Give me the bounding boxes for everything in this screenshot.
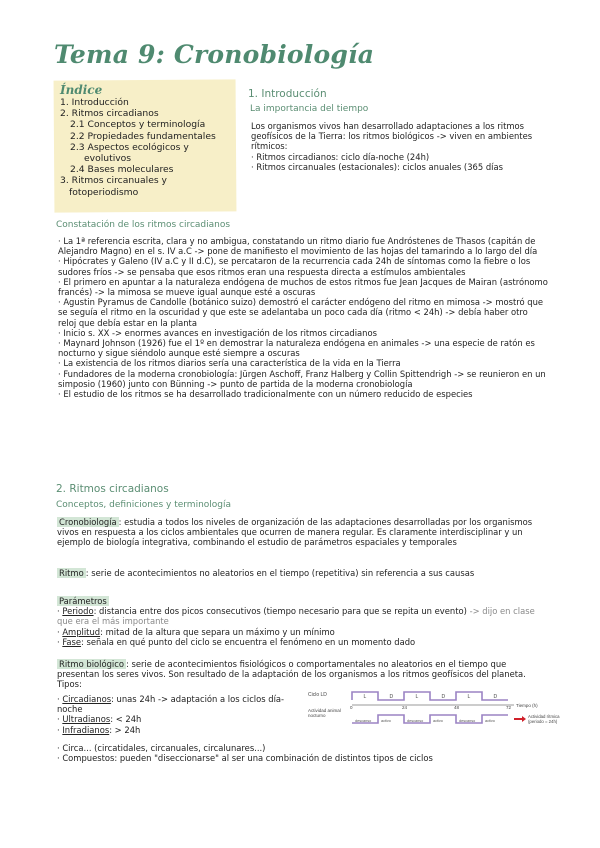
ritmo-bio-definition [57, 659, 547, 690]
ld-label: L [467, 694, 471, 700]
index-item: fotoperiodismo [69, 186, 139, 198]
tipo-text: Compuestos: pueden "diseccionarse" al ser una combinación de distintos tipos de ciclos [62, 753, 433, 764]
tipos-block-2 [57, 743, 547, 763]
time-tick-label: 72 [506, 705, 512, 710]
parametros-heading: Parámetros [59, 596, 107, 606]
parametro-text: : distancia entre dos picos consecutivos (tiempo necesario para que se repita un evento) [93, 606, 467, 617]
ritmica-label: Actividad rítmica [528, 714, 560, 719]
ciclo-ld-label: Ciclo LD [308, 692, 327, 698]
ld-label: D [389, 694, 394, 700]
tipo-term: Ultradianos [62, 714, 111, 725]
page-title: Tema 9: Cronobiología [54, 40, 375, 69]
tipos-list-continued [57, 743, 547, 763]
tiempo-label: Tiempo (h) [516, 703, 538, 708]
index-item: evolutivos [84, 153, 132, 165]
tipo-item: · Compuestos: pueden "diseccionarse" al ser una combinación de distintos tipos de ciclos [57, 753, 433, 764]
index-item: 1. Introducción [60, 97, 129, 108]
tipo-text: : < 24h [110, 714, 142, 725]
intro-bullet: · Ritmos circadianos: ciclo día-noche (24h) [251, 151, 430, 162]
arrow-head-icon [522, 716, 526, 722]
constatacion-bullet: · Fundadores de la moderna cronobiología: Jürgen Aschoff, Franz Halberg y Collin Spittendrigh -> se reunieron en un simposio (1960) junto con Bünning -> punto de partida de la moderna cronobiología [58, 368, 546, 389]
ld-cycle-wave [352, 692, 508, 700]
circadianos-heading: 2. Ritmos circadianos [56, 483, 169, 495]
intro-bullet: · Ritmos circanuales (estacionales): ciclos anuales (365 días [251, 161, 503, 172]
ritmo-text: : serie de acontecimientos no aleatorios en el tiempo (repetitiva) sin referencia a sus causas [85, 568, 475, 578]
parametro-text: : mitad de la altura que separa un máximo y un mínimo [100, 626, 335, 637]
intro-subheading: La importancia del tiempo [250, 104, 369, 114]
crono-text: : estudia a todos los niveles de organización de las adaptaciones desarrolladas por los organismos vivos en respuesta a los ciclos ambientales que ocurren de manera regular. Es claramente interdisciplinar y un ejemplo de biología integrativa, combinando el estudio de parámetros espaciales y temporales [57, 517, 533, 548]
crono-term: Cronobiología [59, 517, 117, 527]
ld-label: L [415, 694, 419, 700]
intro-paragraph: Los organismos vivos han desarrollado adaptaciones a los ritmos geofísicos de la Tierra: los ritmos biológicos -> viven en ambientes rítmicos: [251, 121, 533, 152]
time-tick-label: 48 [454, 705, 460, 710]
time-tick-label: 24 [402, 705, 408, 710]
tipos-block [57, 694, 302, 735]
index-item: 3. Ritmos circanuales y [60, 175, 167, 187]
tipo-text: : unas 24h -> adaptación a los ciclos día-noche [57, 694, 285, 715]
tipos-list [57, 694, 302, 735]
parametro-term: Amplitud [62, 626, 101, 637]
constatacion-bullet: · El estudio de los ritmos se ha desarrollado tradicionalmente con un número reducido de especies [58, 389, 473, 400]
index-heading: Índice [60, 83, 103, 97]
tipo-term: Infradianos [62, 724, 110, 735]
circadian-activity-diagram [302, 687, 560, 743]
tipo-text: Circa... (circatidales, circanuales, circalunares...) [62, 743, 266, 753]
actividad-label: Actividad animal [308, 708, 341, 713]
constatacion-bullet: · Hipócrates y Galeno (IV a.C y II d.C), se percataron de la recurrencia cada 24h de síntomas como la fiebre o los sudores fríos -> se pensaba que esos ritmos eran una respuesta directa a estímulos ambientales [58, 256, 531, 277]
tipo-item: · Circa... (circatidales, circanuales, circalunares...) [57, 743, 266, 753]
index-list [60, 97, 240, 198]
constatacion-bullet: · El primero en apuntar a la naturaleza endógena de muchos de estos ritmos fue Jean Jacques de Mairan (astrónomo francés) -> la mimosa se mueve igual aunque esté a oscuras [58, 276, 548, 298]
activity-block-label: activo [433, 719, 443, 723]
ritmo-term: Ritmo [59, 568, 84, 578]
actividad-label-2: nocturno [308, 713, 326, 718]
constatacion-bullet: · La 1ª referencia escrita, clara y no ambigua, constatando un ritmo diario fue Andróstenes de Thasos (capitán de Alejandro Magno) en el s. IV a.C -> pone de manifiesto el movimiento de las hojas del tamarindo a lo largo del día [58, 236, 538, 257]
tipo-item: · Infradianos: > 24h [57, 724, 141, 735]
tipo-text: : > 24h [109, 724, 141, 735]
intro-bullets [251, 152, 551, 172]
parametros-block [57, 596, 547, 647]
tipo-item: · Ultradianos: < 24h [57, 714, 142, 725]
intro-heading: 1. Introducción [248, 88, 327, 100]
index-item: 2.1 Conceptos y terminología [70, 119, 206, 131]
parametro-term: Fase [62, 636, 82, 647]
activity-block-label: descanso [459, 719, 476, 723]
circadianos-subheading: Conceptos, definiciones y terminología [56, 500, 232, 510]
activity-block-label: descanso [407, 719, 424, 723]
activity-block-label: activo [381, 719, 391, 723]
parametro-text: : señala en qué punto del ciclo se encuentra el fenómeno en un momento dado [81, 636, 416, 647]
constatacion-bullets [58, 236, 548, 399]
ritmo-bio-term: Ritmo biológico [59, 659, 124, 669]
parametros-list [57, 606, 547, 647]
activity-block-label: descanso [355, 719, 372, 723]
tipo-term: Circadianos [62, 694, 112, 704]
index-item: 2.4 Bases moleculares [70, 164, 174, 176]
intro-text-block [251, 121, 551, 172]
index-item: 2.3 Aspectos ecológicos y [70, 141, 189, 153]
ld-label: D [493, 694, 498, 700]
constatacion-bullet: · Maynard Johnson (1926) fue el 1º en demostrar la naturaleza endógena en animales -> una especie de ratón es nocturno y sigue siéndolo aunque esté siempre a oscuras [58, 338, 535, 359]
parametro-note: -> dijo en clase que era el más importante [57, 606, 535, 627]
constatacion-bullet: · La existencia de los ritmos diarios sería una característica de la vida en la Tierra [58, 358, 401, 369]
ld-label: D [441, 694, 446, 700]
ld-label: L [363, 694, 367, 700]
index-item: 2.2 Propiedades fundamentales [70, 130, 216, 142]
ritmo-definition [57, 568, 537, 578]
ritmica-label-2: (periodo = 24h) [528, 719, 558, 724]
time-tick-label: 0 [350, 705, 353, 710]
parametro-item: · Periodo: distancia entre dos picos consecutivos (tiempo necesario para que se repita un evento) -> dijo en clase que era el más importante [57, 606, 535, 627]
tipo-item: · Circadianos: unas 24h -> adaptación a los ciclos día-noche [57, 694, 285, 715]
ritmo-bio-text: : serie de acontecimientos fisiológicos o comportamentales no aleatorios en el tiempo que presentan los seres vivos. Son resultado de la adaptación de los organismos a los ritmos geofísicos del planeta. Tipos: [57, 659, 526, 690]
crono-definition [57, 517, 549, 548]
constatacion-bullet: · Agustin Pyramus de Candolle (botánico suizo) demostró el carácter endógeno del ritmo en mimosa -> mostró que se seguía el ritmo en la oscuridad y que este se adelantaba un poco cada día (ritmo < 24h) -> debía haber otro reloj que debía estar en la planta [58, 297, 544, 328]
parametro-item: · Amplitud: mitad de la altura que separa un máximo y un mínimo [57, 626, 335, 637]
index-item: 2. Ritmos circadianos [60, 108, 159, 120]
constatacion-block [58, 236, 548, 399]
parametro-term: Periodo [62, 606, 94, 617]
constatacion-bullet: · Inicio s. XX -> enormes avances en investigación de los ritmos circadianos [58, 327, 377, 338]
activity-block-label: activo [485, 719, 495, 723]
constatacion-heading: Constatación de los ritmos circadianos [56, 220, 231, 230]
parametro-item: · Fase: señala en qué punto del ciclo se encuentra el fenómeno en un momento dado [57, 636, 416, 647]
